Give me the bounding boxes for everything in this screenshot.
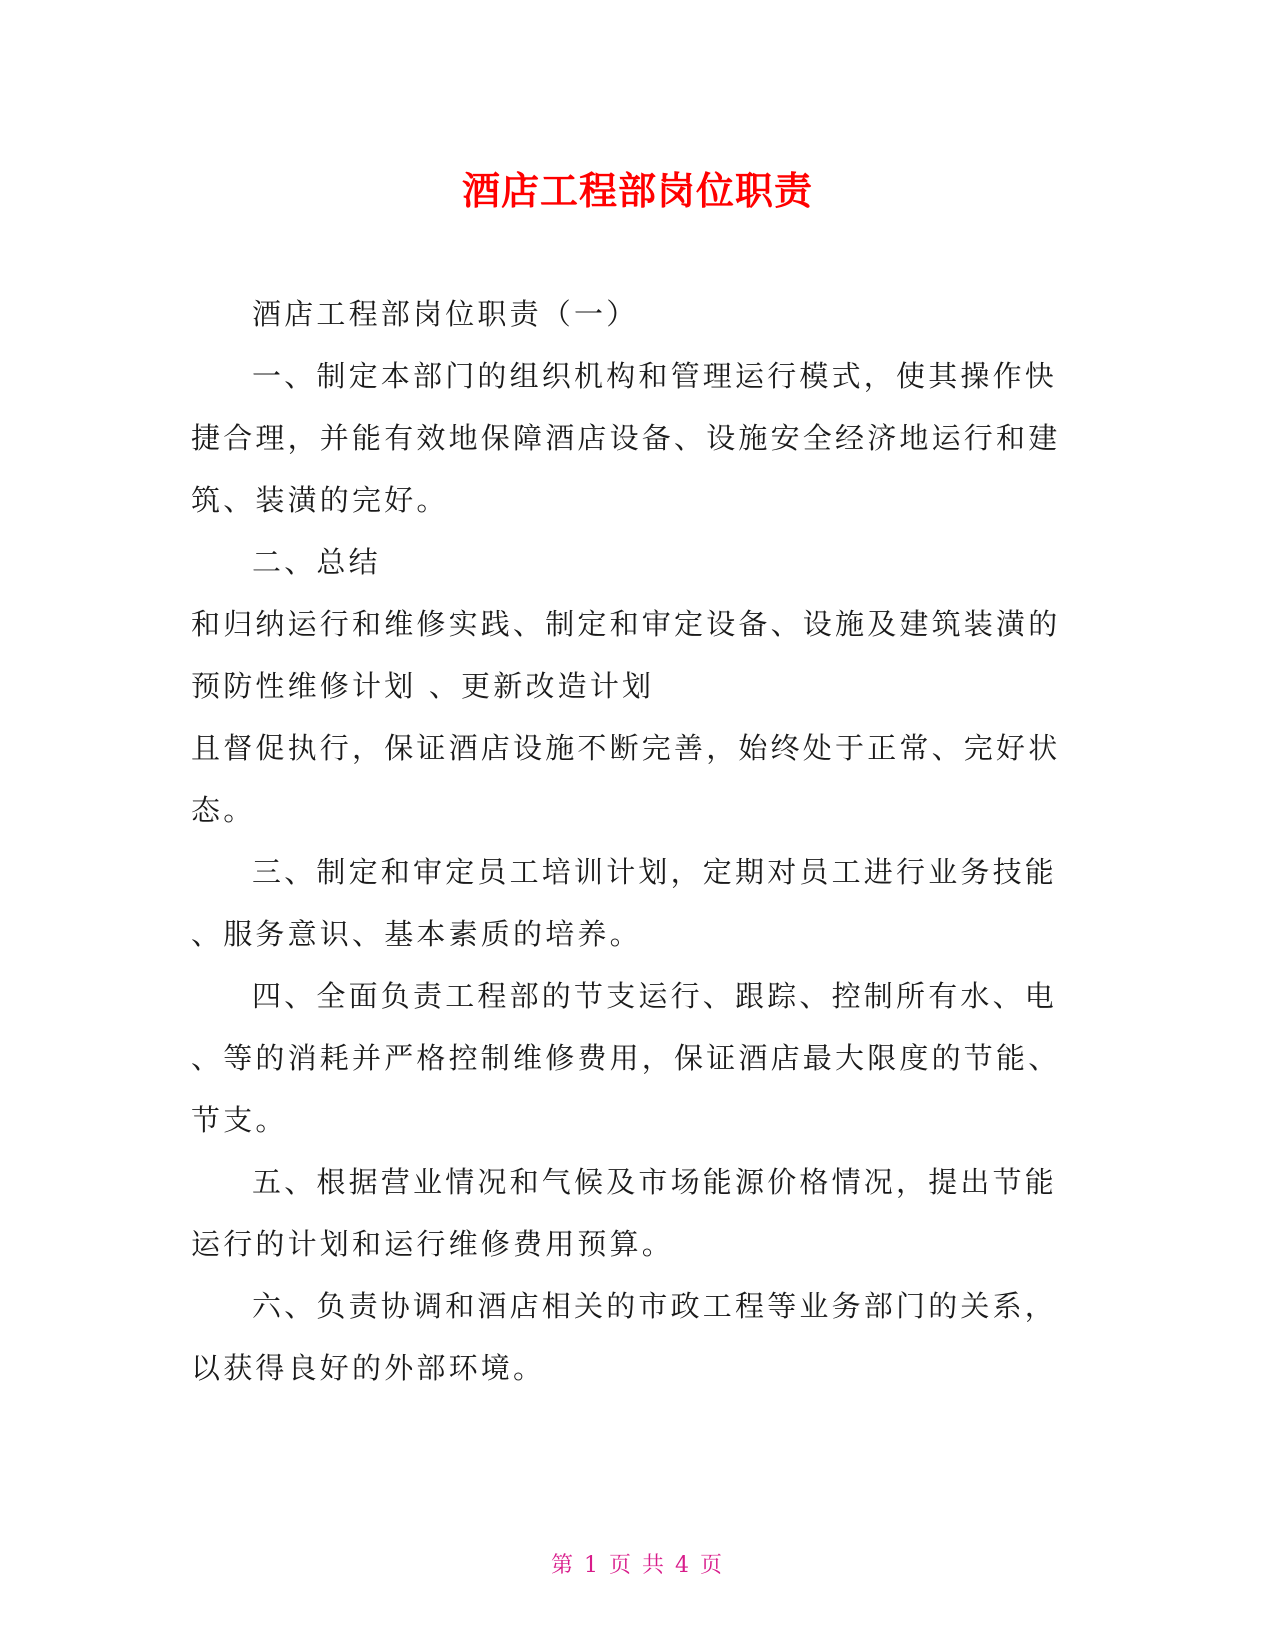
- paragraph-line: 且督促执行，保证酒店设施不断完善，始终处于正常、完好状: [191, 731, 1061, 765]
- paragraph-line: 捷合理，并能有效地保障酒店设备、设施安全经济地运行和建: [191, 421, 1061, 455]
- paragraph-line: 态。: [191, 793, 256, 827]
- paragraph-line: 筑、装潢的完好。: [191, 483, 449, 517]
- paragraph-line: 、等的消耗并严格控制维修费用，保证酒店最大限度的节能、: [191, 1041, 1061, 1075]
- paragraph-line: 一、制定本部门的组织机构和管理运行模式，使其操作快: [252, 359, 1058, 393]
- paragraph-line: 运行的计划和运行维修费用预算。: [191, 1227, 675, 1261]
- paragraph-line: 以获得良好的外部环境。: [191, 1351, 546, 1385]
- paragraph-line: 二、总结: [252, 545, 381, 579]
- paragraph-line: 节支。: [191, 1103, 288, 1137]
- paragraph-line: 三、制定和审定员工培训计划，定期对员工进行业务技能: [252, 855, 1058, 889]
- paragraph-line: 预防性维修计划 、更新改造计划: [191, 669, 655, 703]
- paragraph-heading: 酒店工程部岗位职责（一）: [252, 297, 639, 331]
- document-title: 酒店工程部岗位职责: [461, 169, 813, 213]
- page-number-footer: 第 1 页 共 4 页: [551, 1553, 724, 1578]
- paragraph-line: 四、全面负责工程部的节支运行、跟踪、控制所有水、电: [252, 979, 1058, 1013]
- paragraph-line: 五、根据营业情况和气候及市场能源价格情况，提出节能: [252, 1165, 1058, 1199]
- paragraph-line: 、服务意识、基本素质的培养。: [191, 917, 642, 951]
- paragraph-line: 六、负责协调和酒店相关的市政工程等业务部门的关系，: [252, 1289, 1058, 1323]
- paragraph-line: 和归纳运行和维修实践、制定和审定设备、设施及建筑装潢的: [191, 607, 1061, 641]
